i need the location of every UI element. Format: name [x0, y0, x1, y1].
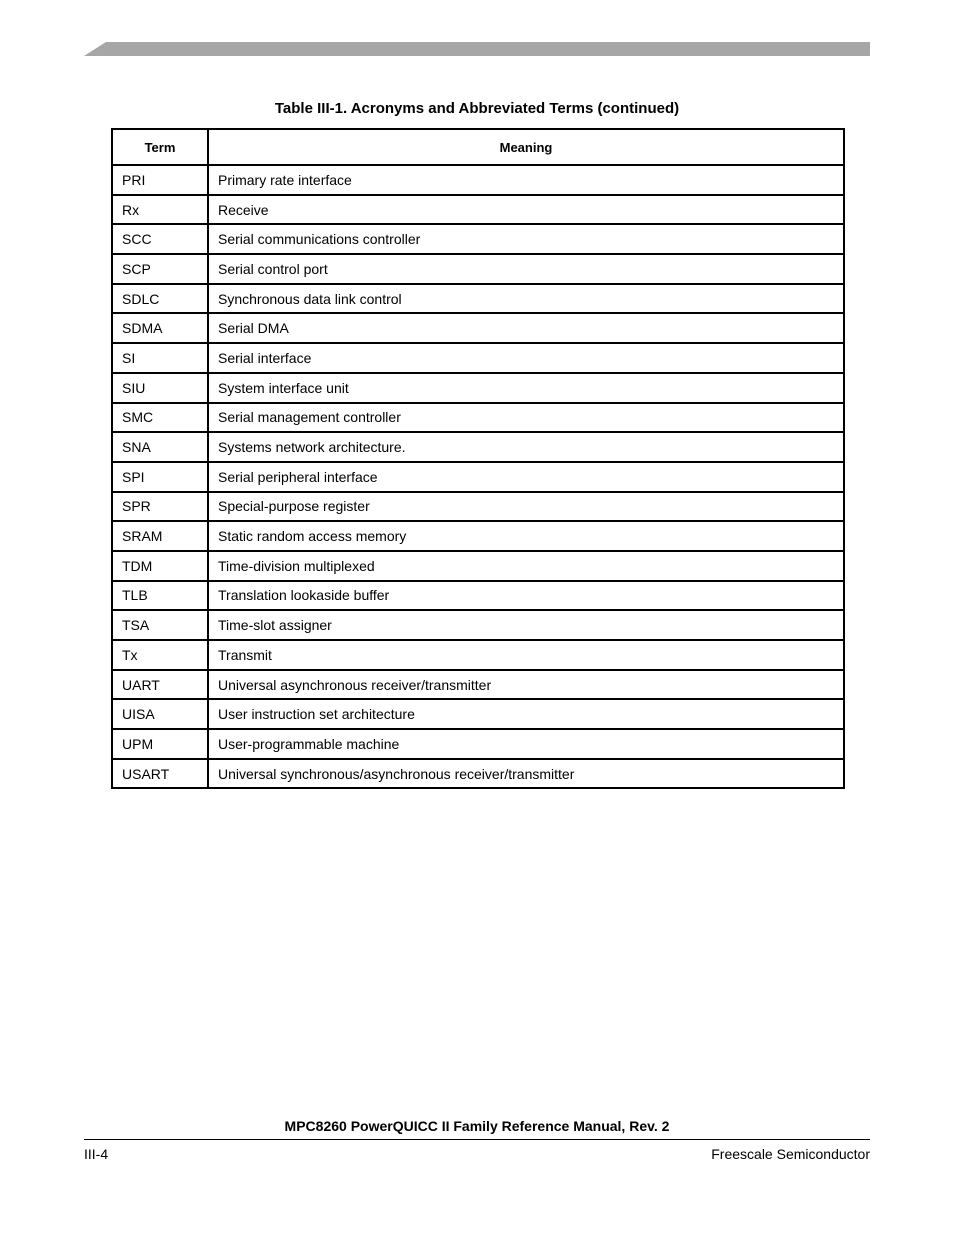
- table-row: [112, 492, 844, 522]
- meaning-cell: Serial control port: [208, 254, 844, 284]
- meaning-cell: Serial communications controller: [208, 224, 844, 254]
- table-row: [112, 640, 844, 670]
- term-column-header: Term: [112, 129, 208, 165]
- table-caption: Table III-1. Acronyms and Abbreviated Terms (continued): [274, 100, 680, 117]
- table-row: [112, 224, 844, 254]
- term-cell: TDM: [112, 551, 208, 581]
- term-cell: Tx: [112, 640, 208, 670]
- footer-company-name: Freescale Semiconductor: [711, 1146, 870, 1162]
- acronyms-table: [111, 128, 845, 789]
- meaning-cell: Receive: [208, 195, 844, 225]
- footer-manual-title: MPC8260 PowerQUICC II Family Reference Manual, Rev. 2: [284, 1118, 670, 1134]
- table-row: [112, 670, 844, 700]
- meaning-cell: Special-purpose register: [208, 492, 844, 522]
- table-row: [112, 313, 844, 343]
- meaning-cell: Serial DMA: [208, 313, 844, 343]
- term-cell: USART: [112, 759, 208, 789]
- term-cell: SDMA: [112, 313, 208, 343]
- term-cell: PRI: [112, 165, 208, 195]
- table-header-row: [112, 129, 844, 165]
- meaning-cell: User-programmable machine: [208, 729, 844, 759]
- table-row: [112, 551, 844, 581]
- table-row: [112, 403, 844, 433]
- footer-page-number: III-4: [84, 1146, 109, 1162]
- term-cell: SCP: [112, 254, 208, 284]
- term-cell: UPM: [112, 729, 208, 759]
- table-row: [112, 729, 844, 759]
- header-decorative-bar: [84, 42, 870, 56]
- meaning-cell: Universal synchronous/asynchronous receiver/transmitter: [208, 759, 844, 789]
- table-row: [112, 699, 844, 729]
- term-cell: UISA: [112, 699, 208, 729]
- table-row: [112, 759, 844, 789]
- term-cell: SMC: [112, 403, 208, 433]
- meaning-column-header: Meaning: [208, 129, 844, 165]
- meaning-cell: Primary rate interface: [208, 165, 844, 195]
- meaning-cell: Time-division multiplexed: [208, 551, 844, 581]
- table-row: [112, 432, 844, 462]
- term-cell: UART: [112, 670, 208, 700]
- term-cell: SPR: [112, 492, 208, 522]
- meaning-cell: Universal asynchronous receiver/transmitter: [208, 670, 844, 700]
- term-cell: SCC: [112, 224, 208, 254]
- term-cell: Rx: [112, 195, 208, 225]
- table-row: [112, 254, 844, 284]
- meaning-cell: Time-slot assigner: [208, 610, 844, 640]
- table-row: [112, 610, 844, 640]
- table-row: [112, 165, 844, 195]
- table-row: [112, 195, 844, 225]
- meaning-cell: System interface unit: [208, 373, 844, 403]
- meaning-cell: User instruction set architecture: [208, 699, 844, 729]
- table-row: [112, 581, 844, 611]
- meaning-cell: Synchronous data link control: [208, 284, 844, 314]
- table-row: [112, 284, 844, 314]
- meaning-cell: Static random access memory: [208, 521, 844, 551]
- header-bar-shape: [84, 42, 870, 56]
- term-cell: SDLC: [112, 284, 208, 314]
- table-row: [112, 521, 844, 551]
- term-cell: TLB: [112, 581, 208, 611]
- term-cell: SPI: [112, 462, 208, 492]
- meaning-cell: Serial interface: [208, 343, 844, 373]
- table-row: [112, 373, 844, 403]
- term-cell: SIU: [112, 373, 208, 403]
- term-cell: SI: [112, 343, 208, 373]
- meaning-cell: Serial management controller: [208, 403, 844, 433]
- table-row: [112, 343, 844, 373]
- meaning-cell: Translation lookaside buffer: [208, 581, 844, 611]
- table-row: [112, 462, 844, 492]
- meaning-cell: Serial peripheral interface: [208, 462, 844, 492]
- term-cell: SRAM: [112, 521, 208, 551]
- meaning-cell: Transmit: [208, 640, 844, 670]
- meaning-cell: Systems network architecture.: [208, 432, 844, 462]
- term-cell: TSA: [112, 610, 208, 640]
- footer-divider: [84, 1139, 870, 1140]
- term-cell: SNA: [112, 432, 208, 462]
